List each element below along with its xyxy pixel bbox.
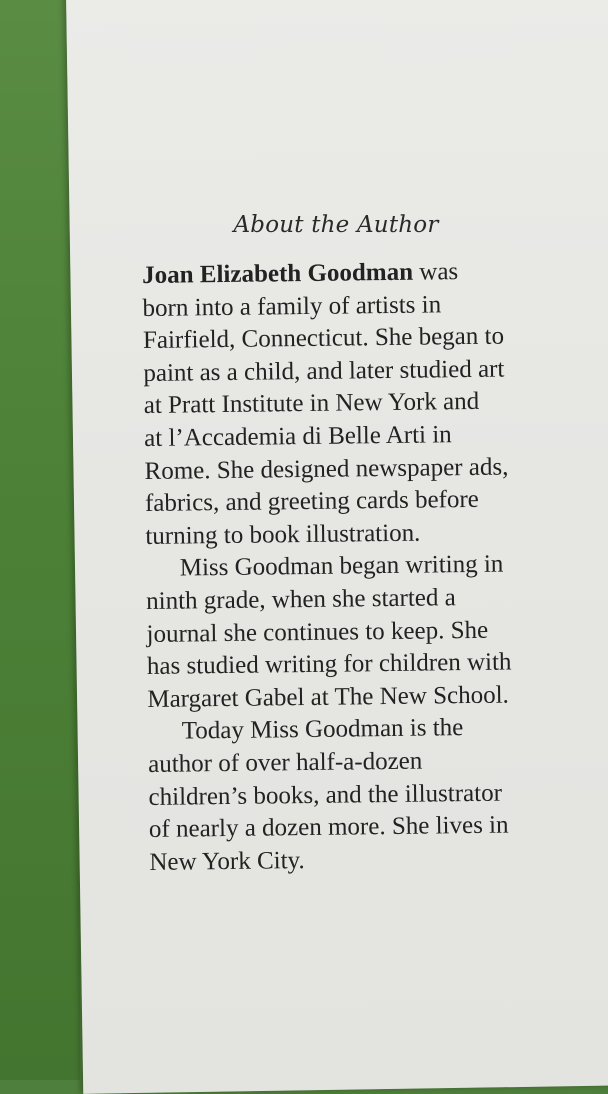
section-heading: About the Author [233, 212, 439, 238]
bio-text: was [412, 258, 459, 286]
bio-line: of nearly a dozen more. She lives in [148, 811, 509, 844]
bio-line: author of over half-a-dozen [147, 747, 423, 778]
bio-line: paint as a child, and later studied art [143, 355, 505, 387]
bio-line: fabrics, and greeting cards before [144, 486, 479, 518]
bio-line: Miss Goodman began writing in [179, 550, 504, 582]
bio-line: has studied writing for children with [146, 648, 512, 681]
bio-line: turning to book illustration. [145, 519, 421, 550]
author-bio [142, 255, 590, 880]
bio-line: journal she continues to keep. She [146, 616, 489, 648]
bio-paragraph-1 [142, 255, 586, 554]
bio-paragraph-2 [146, 548, 588, 716]
bio-line: at Pratt Institute in New York and [143, 388, 480, 420]
bio-line: New York City. [149, 846, 305, 876]
bio-line: Fairfield, Connecticut. She began to [142, 322, 505, 355]
bio-line: Today Miss Goodman is the [181, 714, 464, 745]
bio-line: at l’Accademia di Belle Arti in [144, 421, 452, 452]
bio-line: children’s books, and the illustrator [148, 779, 503, 811]
author-name: Joan Elizabeth Goodman [142, 258, 414, 289]
bio-line: Margaret Gabel at The New School. [147, 681, 509, 713]
bio-line: ninth grade, when she started a [146, 584, 456, 615]
bio-paragraph-3 [148, 711, 590, 879]
bio-line: Rome. She designed newspaper ads, [144, 453, 509, 485]
bio-line: born into a family of artists in [142, 290, 442, 322]
bio-line [142, 255, 582, 293]
